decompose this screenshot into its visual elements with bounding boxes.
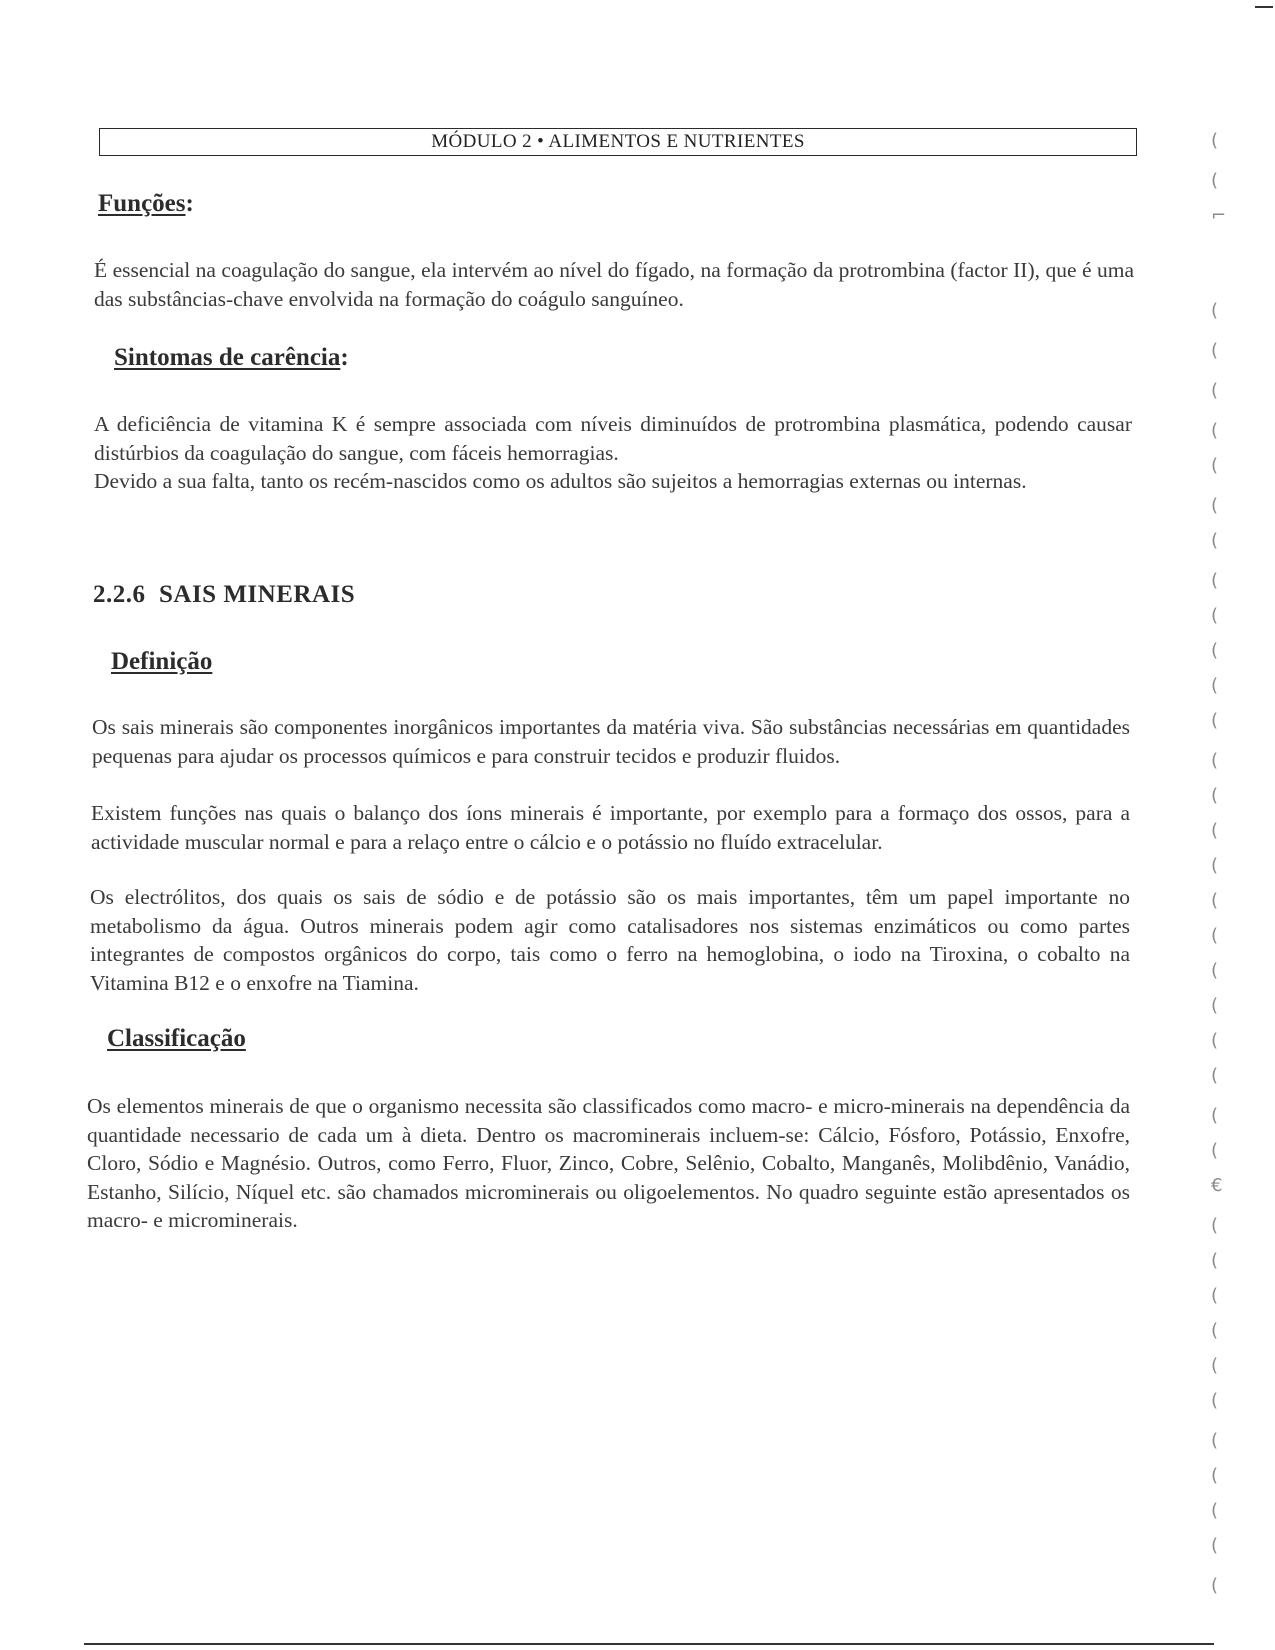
- heading-classificacao: Classificação: [107, 1025, 246, 1052]
- module-header-title: MÓDULO 2 • ALIMENTOS E NUTRIENTES: [431, 131, 805, 152]
- heading-funcoes: Funções:: [98, 190, 194, 217]
- paragraph-definicao-1: Os sais minerais são componentes inorgânicos importantes da matéria viva. São substâncias necessárias em quantidades pequenas para ajudar os processos químicos e para construir tecidos e produzir fluidos.: [92, 715, 1130, 768]
- paragraph-sintomas-1: A deficiência de vitamina K é sempre associada com níveis diminuídos de protrombina plasmática, podendo causar distúrbios da coagulação do sangue, com fáceis hemorragias.: [94, 412, 1132, 465]
- module-header: [99, 128, 1137, 156]
- paragraph-sintomas-2: Devido a sua falta, tanto os recém-nascidos como os adultos são sujeitos a hemorragias externas ou internas.: [94, 469, 1027, 493]
- paragraph-definicao-2: Existem funções nas quais o balanço dos íons minerais é importante, por exemplo para a formaço dos ossos, para a actividade muscular normal e para a relaço entre o cálcio e o potássio no fluído extracelular.: [91, 801, 1130, 854]
- section-title-sais-minerais: 2.2.6 SAIS MINERAIS: [93, 581, 356, 608]
- heading-definicao: Definição: [111, 648, 213, 675]
- paragraph-classificacao: Os elementos minerais de que o organismo necessita são classificados como macro- e micro-minerais na dependência da quantidade necessario de cada um à dieta. Dentro os macrominerais incluem-se: Cálcio, Fósforo, Potássio, Enxofre, Cloro, Sódio e Magnésio. Outros, como Ferro, Fluor, Zinco, Cobre, Selênio, Cobalto, Manganês, Molibdênio, Vanádio, Estanho, Silício, Níquel etc. são chamados microminerais ou oligoelementos. No quadro seguinte estão apresentados os macro- e microminerais.: [87, 1094, 1130, 1232]
- paragraph-definicao-3: Os electrólitos, dos quais os sais de sódio e de potássio são os mais importantes, têm um papel importante no metabolismo da água. Outros minerais podem agir como catalisadores nos sistemas enzimáticos ou como partes integrantes de compostos orgânicos do corpo, tais como o ferro na hemoglobina, o iodo na Tiroxina, o cobalto na Vitamina B12 e o enxofre na Tiamina.: [90, 885, 1130, 995]
- scan-corner-mark: [1255, 6, 1273, 8]
- binding-margin-marks: ( ( ⌐ ( ( ( ( ( ( ( ( ( ( ( ( ( ( ( ( ( ( ( ( ( ( ( ( € ( ( ( ( ( ( ( ( ( ( (: [1211, 130, 1227, 1596]
- heading-sintomas: Sintomas de carência:: [114, 344, 349, 371]
- bottom-rule: [84, 1643, 1214, 1645]
- paragraph-funcoes: É essencial na coagulação do sangue, ela intervém ao nível do fígado, na formação da protrombina (factor II), que é uma das substâncias-chave envolvida na formação do coágulo sanguíneo.: [94, 258, 1134, 311]
